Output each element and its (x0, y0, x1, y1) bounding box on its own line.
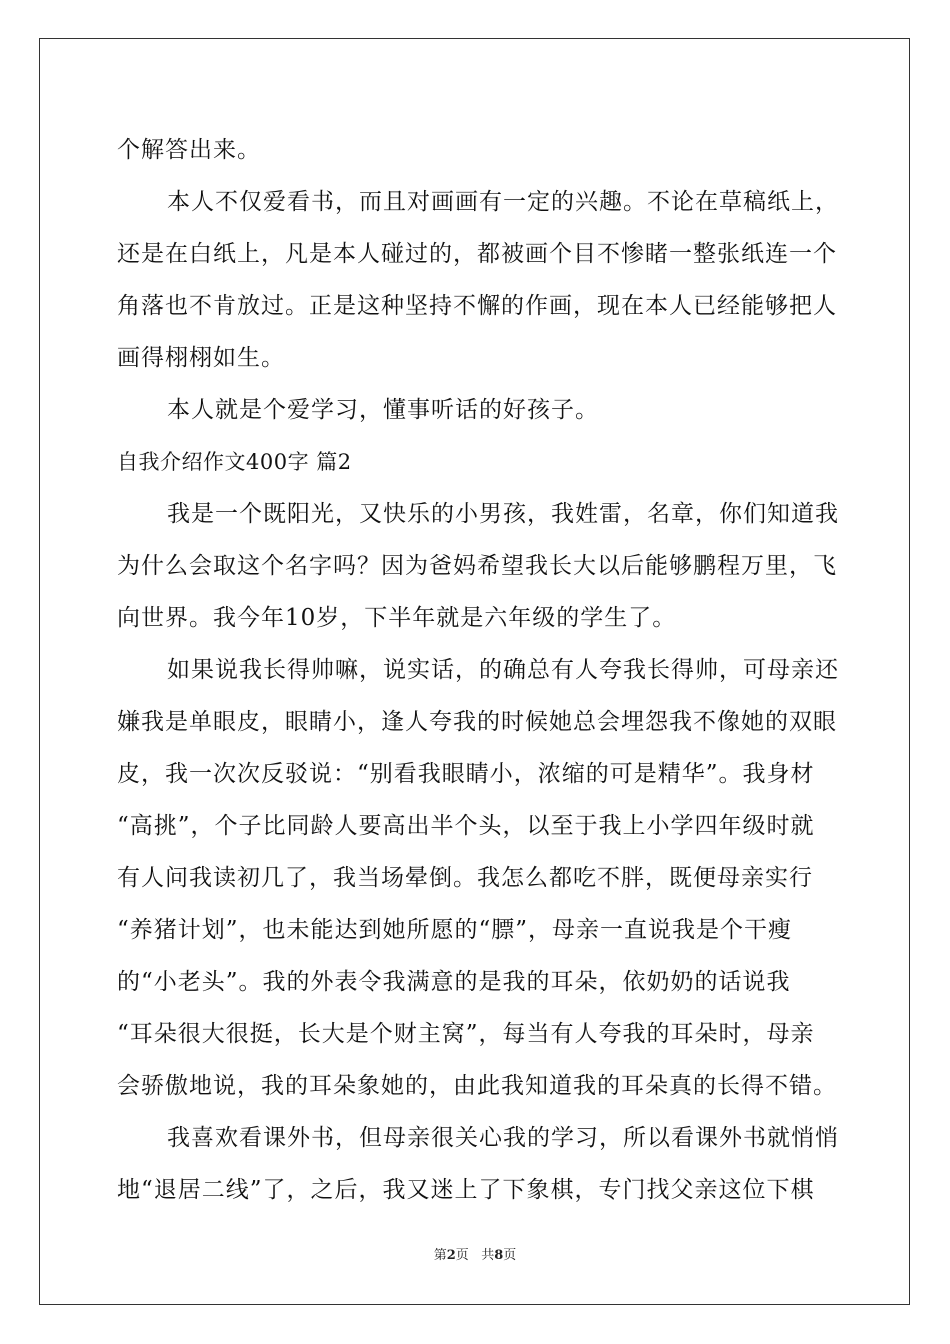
text-line: 如果说我长得帅嘛，说实话，的确总有人夸我长得帅，可母亲还 (167, 657, 839, 683)
text-line: 本人就是个爱学习，懂事听话的好孩子。 (167, 397, 599, 423)
text-line: 个解答出来。 (117, 137, 261, 163)
text-line: 为什么会取这个名字吗？因为爸妈希望我长大以后能够鹏程万里，飞 (117, 553, 837, 579)
text-line: 我是一个既阳光，又快乐的小男孩，我姓雷，名章，你们知道我 (167, 501, 839, 527)
document-body (117, 124, 839, 1216)
text-line: 会骄傲地说，我的耳朵象她的，由此我知道我的耳朵真的长得不错。 (117, 1073, 837, 1099)
text-line: 有人问我读初几了，我当场晕倒。我怎么都吃不胖，既便母亲实行 (117, 865, 813, 891)
text-line: 向世界。我今年10岁，下半年就是六年级的学生了。 (117, 605, 677, 631)
footer-total-pages: 8 (494, 1248, 504, 1263)
footer-suffix: 页 (503, 1248, 517, 1263)
text-line: 还是在白纸上，凡是本人碰过的，都被画个目不惨睹一整张纸连一个 (117, 241, 837, 267)
text-line: 地“退居二线”了，之后，我又迷上了下象棋，专门找父亲这位下棋 (117, 1177, 815, 1203)
footer-current-page: 2 (446, 1248, 456, 1263)
text-line: 的“小老头”。我的外表令我满意的是我的耳朵，依奶奶的话说我 (117, 969, 791, 995)
text-line: 本人不仅爱看书，而且对画画有一定的兴趣。不论在草稿纸上， (167, 189, 839, 215)
text-line: 画得栩栩如生。 (117, 345, 285, 371)
text-line: 嫌我是单眼皮，眼睛小，逢人夸我的时候她总会埋怨我不像她的双眼 (117, 709, 837, 735)
page-footer (0, 1246, 950, 1266)
footer-middle: 页 共 (455, 1248, 495, 1263)
section-heading: 自我介绍作文400字 篇2 (117, 450, 352, 474)
text-line: “耳朵很大很挺，长大是个财主窝”，每当有人夸我的耳朵时，母亲 (117, 1021, 815, 1047)
text-line: “养猪计划”，也未能达到她所愿的“膘”，母亲一直说我是个干瘦 (117, 917, 793, 943)
text-line: “高挑”，个子比同龄人要高出半个头，以至于我上小学四年级时就 (117, 813, 815, 839)
text-line: 皮，我一次次反驳说：“别看我眼睛小，浓缩的可是精华”。我身材 (117, 761, 815, 787)
text-line: 角落也不肯放过。正是这种坚持不懈的作画，现在本人已经能够把人 (117, 293, 837, 319)
text-line: 我喜欢看课外书，但母亲很关心我的学习，所以看课外书就悄悄 (167, 1125, 839, 1151)
footer-prefix: 第 (433, 1248, 447, 1263)
